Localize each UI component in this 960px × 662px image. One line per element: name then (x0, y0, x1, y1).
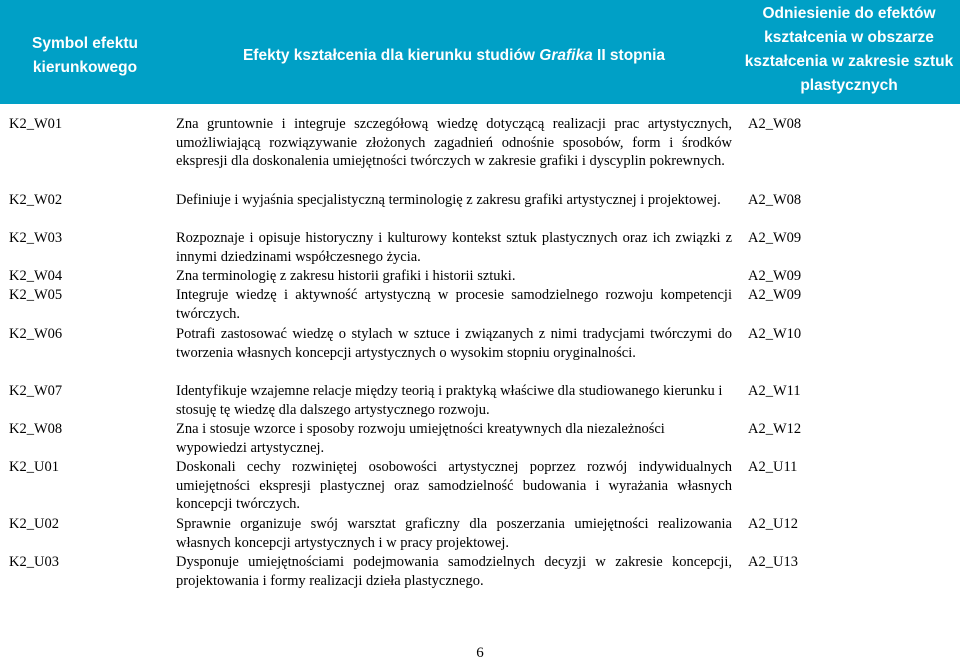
effect-reference: A2_W09 (748, 230, 802, 246)
effect-reference: A2_U12 (748, 516, 798, 532)
effect-description: Zna terminologię z zakresu historii grafiki i historii sztuki. (176, 268, 516, 284)
effect-code: K2_W04 (9, 268, 63, 284)
header-symbol: Symbol efektu kierunkowego (32, 35, 138, 76)
effect-code: K2_U03 (9, 554, 59, 570)
effect-code: K2_W01 (9, 116, 63, 132)
effect-reference: A2_W09 (748, 287, 802, 303)
effect-reference: A2_U11 (748, 459, 798, 475)
page-number: 6 (476, 645, 484, 661)
header-effects: Efekty kształcenia dla kierunku studiów Grafika II stopnia (242, 47, 666, 64)
effect-code: K2_W06 (9, 326, 63, 342)
effect-description: Rozpoznaje i opisuje historyczny i kulturowy kontekst sztuk plastycznych oraz ich związki z innymi dziedzinami współczesnego życia. (176, 230, 732, 265)
effect-code: K2_W08 (9, 421, 63, 437)
effect-reference: A2_W12 (748, 421, 802, 437)
effect-reference: A2_U13 (748, 554, 798, 570)
table-header (0, 0, 960, 104)
effect-code: K2_W03 (9, 230, 63, 246)
effect-reference: A2_W09 (748, 268, 802, 284)
effect-reference: A2_W08 (748, 116, 802, 132)
effect-reference: A2_W11 (748, 383, 801, 399)
effect-code: K2_W02 (9, 192, 63, 208)
effect-description: Zna gruntownie i integruje szczegółową wiedzę dotyczącą realizacji prac artystycznych, umożliwiającą rozwiązywanie złożonych zagadnień odnośnie sposobów, form i środków ekspresji dla doskonalenia umiejętności twórczych w zakresie grafiki i dyscyplin pokrewnych. (176, 116, 732, 169)
effect-code: K2_U01 (9, 459, 59, 475)
effect-code: K2_U02 (9, 516, 59, 532)
header-reference: Odniesienie do efektów kształcenia w obszarze kształcenia w zakresie sztuk plastycznych (744, 5, 954, 94)
effect-code: K2_W07 (9, 383, 63, 399)
effect-description: Sprawnie organizuje swój warsztat graficzny dla poszerzania umiejętności realizowania własnych koncepcji artystycznych i w pracy projektowej. (176, 516, 732, 551)
effect-description: Dysponuje umiejętnościami podejmowania samodzielnych decyzji w zakresie koncepcji, projektowania i formy realizacji dzieła plastycznego. (176, 554, 732, 589)
effect-description: Doskonali cechy rozwiniętej osobowości artystycznej poprzez rozwój indywidualnych umiejętności ekspresji plastycznej oraz samodzielność budowania i wyrażania własnych koncepcji twórczych. (176, 459, 732, 512)
effect-description: Zna i stosuje wzorce i sposoby rozwoju umiejętności kreatywnych dla niezależności wypowiedzi artystycznej. (176, 421, 665, 456)
effect-code: K2_W05 (9, 287, 63, 303)
effect-description: Integruje wiedzę i aktywność artystyczną w procesie samodzielnego rozwoju kompetencji twórczych. (176, 287, 732, 322)
effect-reference: A2_W10 (748, 326, 802, 342)
effect-reference: A2_W08 (748, 192, 802, 208)
effect-description: Identyfikuje wzajemne relacje między teorią i praktyką właściwe dla studiowanego kierunku i stosuję tę wiedzę dla dalszego artystycznego rozwoju. (176, 383, 723, 418)
effect-description: Definiuje i wyjaśnia specjalistyczną terminologię z zakresu grafiki artystycznej i projektowej. (176, 192, 721, 208)
effect-description: Potrafi zastosować wiedzę o stylach w sztuce i związanych z nimi tradycjami twórczymi do tworzenia własnych koncepcji artystycznych o wysokim stopniu oryginalności. (176, 326, 732, 361)
